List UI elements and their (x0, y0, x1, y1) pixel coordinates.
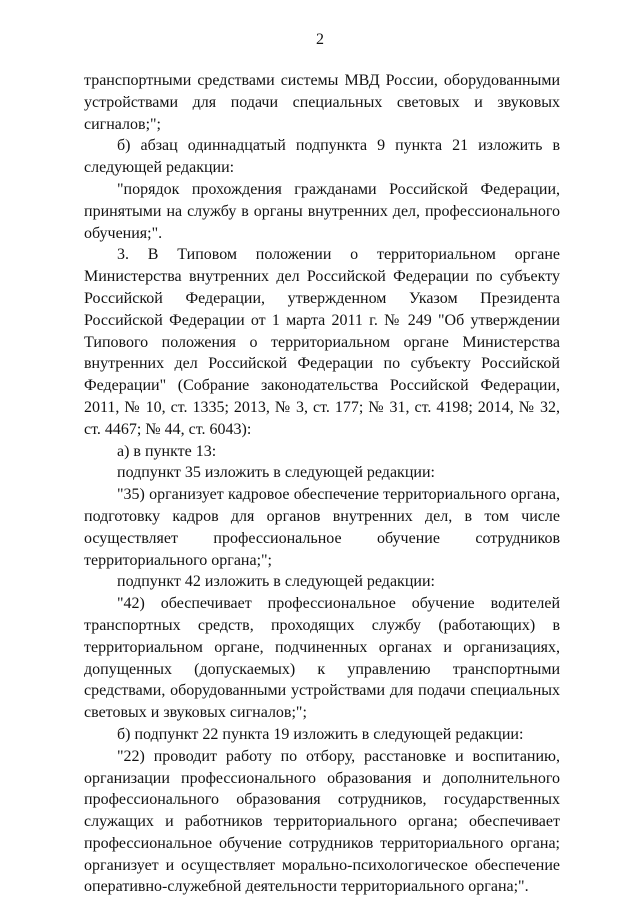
paragraph-continuation: транспортными средствами системы МВД России, оборудованными устройствами для подачи специальных световых и звуковых сигналов;"; (84, 72, 560, 133)
paragraph-quoted-subpoint-35: "35) организует кадровое обеспечение территориального органа, подготовку кадров для органов внутренних дел, в том числе осуществляет профессиональное обучение сотрудников территориального органа;"; (84, 486, 560, 569)
paragraph-quoted-training-order: "порядок прохождения гражданами Российской Федерации, принятыми на службу в органы внутренних дел, профессионального обучения;". (84, 180, 560, 242)
paragraph-subitem-a: а) в пункте 13: (117, 442, 217, 460)
paragraph-item-3: 3. В Типовом положении о территориальном органе Министерства внутренних дел Российской Федерации по субъекту Российской Федерации, утвержденном Указом Президента Российской Федерации от 1 марта 2011 г. № 249 "Об утверждении Типового положения о территориальном органе Министерства внутренних дел Российской Федерации по субъекту Российской Федерации" (Собрание законодательства Российской Федерации, 2011, № 10, ст. 1335; 2013, № 3, ст. 177; № 31, ст. 4198; 2014, № 32, ст. 4467; № 44, ст. 6043): (84, 246, 560, 438)
document-body (84, 70, 560, 898)
paragraph-subpoint-35-intro: подпункт 35 изложить в следующей редакции: (117, 464, 435, 482)
paragraph-subitem-b-subpoint-22: б) подпункт 22 пункта 19 изложить в следующей редакции: (117, 725, 524, 743)
paragraph-subitem-b-paragraph-eleven: б) абзац одиннадцатый подпункта 9 пункта 21 изложить в следующей редакции: (84, 137, 560, 177)
paragraph-quoted-subpoint-42: "42) обеспечивает профессиональное обучение водителей транспортных средств, проходящих службу (работающих) в территориальном органе, подчиненных органах и организациях, допущенных (допускаемых) к управлению транспортными средствами, оборудованными устройствами для подачи специальных световых и звуковых сигналов;"; (84, 595, 560, 722)
page-number: 2 (316, 31, 324, 48)
paragraph-quoted-subpoint-22: "22) проводит работу по отбору, расстановке и воспитанию, организации профессионального образования и дополнительного профессионального образования сотрудников, государственных служащих и работников территориального органа; обеспечивает профессиональное обучение сотрудников территориального органа; организует и осуществляет морально-психологическое обеспечение оперативно-служебной деятельности территориального органа;". (84, 747, 560, 896)
paragraph-subpoint-42-intro: подпункт 42 изложить в следующей редакции: (117, 573, 435, 591)
